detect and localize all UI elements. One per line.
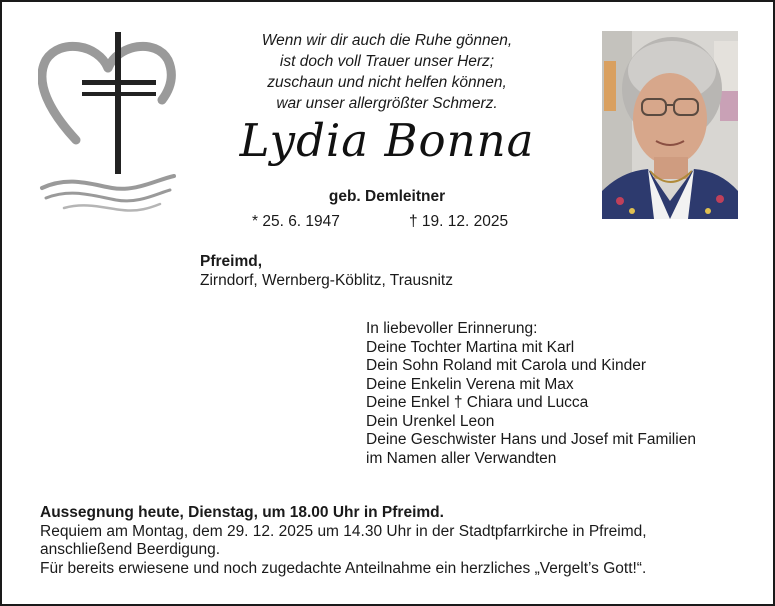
mourner-line: im Namen aller Verwandten — [366, 449, 557, 467]
notice-line: Requiem am Montag, dem 29. 12. 2025 um 14.30 Uhr in der Stadtpfarrkirche in Pfreimd, — [40, 522, 647, 540]
mourner-line: Deine Geschwister Hans und Josef mit Familien — [366, 431, 696, 448]
notice-line: anschließend Beerdigung. — [40, 541, 221, 558]
death-date: † 19. 12. 2025 — [409, 213, 509, 230]
birth-date: * 25. 6. 1947 — [252, 213, 340, 230]
notice-line: Für bereits erwiesene und noch zugedachte Anteilnahme ein herzliches „Vergelt’s Gott!“. — [40, 559, 647, 577]
poem-line: ist doch voll Trauer unser Herz; — [279, 53, 495, 70]
funeral-notice — [40, 504, 647, 578]
mourner-line: Dein Sohn Roland mit Carola und Kinder — [366, 357, 647, 374]
poem-line: zuschaun und nicht helfen können, — [267, 74, 507, 91]
notice-headline: Aussegnung heute, Dienstag, um 18.00 Uhr in Pfreimd. — [40, 504, 444, 521]
poem — [226, 30, 548, 114]
mourners-list — [366, 320, 696, 468]
mourner-line: Deine Tochter Martina mit Karl — [366, 338, 575, 356]
portrait-photo — [602, 31, 738, 219]
mourner-line: Dein Urenkel Leon — [366, 412, 495, 430]
poem-line: Wenn wir dir auch die Ruhe gönnen, — [261, 32, 513, 49]
mourner-line: In liebevoller Erinnerung: — [366, 320, 538, 337]
deceased-name: Lydia Bonna — [239, 114, 535, 167]
poem-line: war unser allergrößter Schmerz. — [276, 95, 498, 112]
place-main: Pfreimd, — [200, 253, 263, 270]
birth-name: geb. Demleitner — [328, 188, 446, 205]
mourner-line: Deine Enkel † Chiara und Lucca — [366, 394, 589, 411]
heart-cross-waves-icon — [38, 30, 178, 215]
mourner-line: Deine Enkelin Verena mit Max — [366, 375, 574, 393]
place-others: Zirndorf, Wernberg-Köblitz, Trausnitz — [200, 272, 453, 289]
